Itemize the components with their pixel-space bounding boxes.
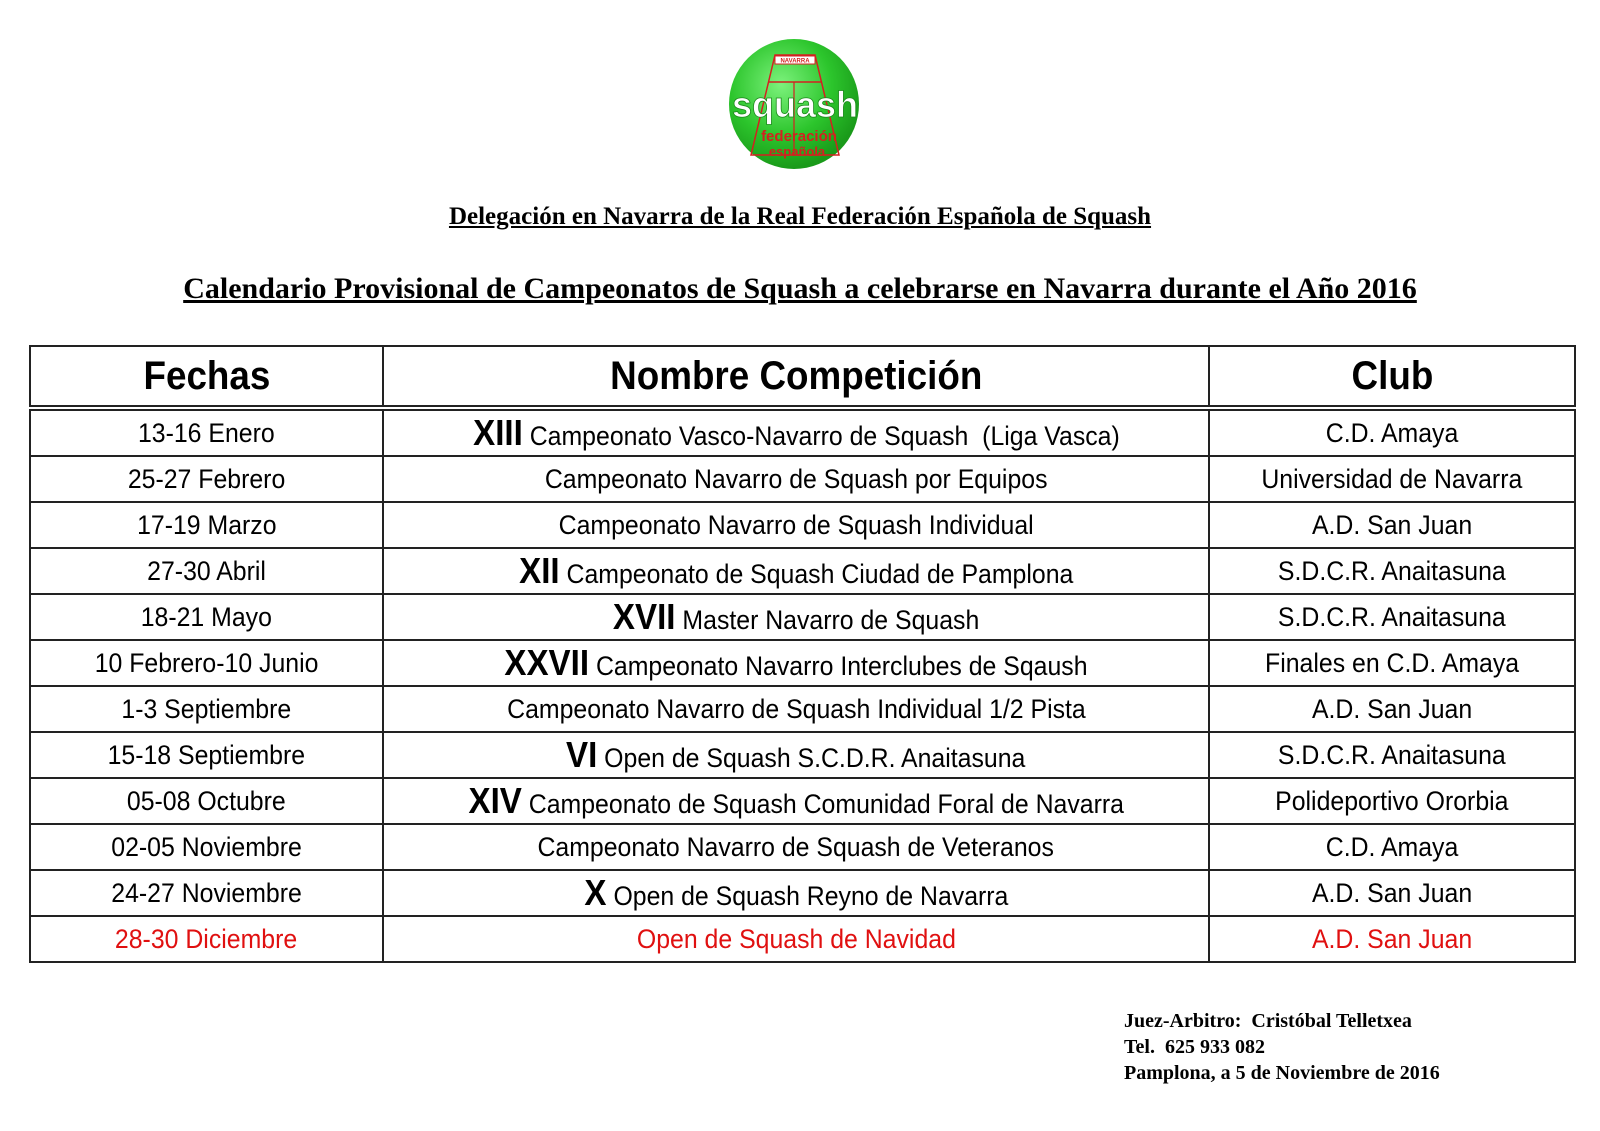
competition-name: Campeonato Navarro Interclubes de Sqaush (596, 651, 1088, 681)
cell-club: Universidad de Navarra (1209, 456, 1575, 502)
cell-nombre (383, 824, 1209, 870)
competition-name: Open de Squash S.C.D.R. Anaitasuna (604, 743, 1026, 773)
edition-ordinal: XIII (472, 412, 523, 453)
competition-name: Campeonato Navarro de Squash por Equipos (544, 463, 1048, 494)
table-row (30, 456, 1575, 502)
competition-name: Campeonato Navarro de Squash de Veteranos (537, 831, 1055, 862)
competition-name: Campeonato Vasco-Navarro de Squash (Liga Vasca) (529, 421, 1120, 451)
federation-logo (727, 37, 862, 172)
cell-club: S.D.C.R. Anaitasuna (1209, 594, 1575, 640)
edition-ordinal: XIV (468, 780, 522, 821)
cell-nombre (383, 456, 1209, 502)
svg-text:NAVARRA: NAVARRA (780, 58, 810, 65)
table-header-row (30, 346, 1575, 408)
competition-name: Campeonato de Squash Ciudad de Pamplona (566, 559, 1074, 589)
cell-club: A.D. San Juan (1209, 686, 1575, 732)
header-club: Club (1209, 346, 1575, 408)
edition-ordinal: XVII (612, 596, 676, 637)
cell-club: A.D. San Juan (1209, 502, 1575, 548)
cell-club: Finales en C.D. Amaya (1209, 640, 1575, 686)
table-row (30, 594, 1575, 640)
cell-club: C.D. Amaya (1209, 408, 1575, 456)
footer-date: Pamplona, a 5 de Noviembre de 2016 (1124, 1062, 1440, 1084)
cell-nombre (383, 548, 1209, 594)
cell-fecha: 1-3 Septiembre (30, 686, 383, 732)
cell-nombre (383, 594, 1209, 640)
cell-club: C.D. Amaya (1209, 824, 1575, 870)
table-row (30, 408, 1575, 456)
cell-club: A.D. San Juan (1209, 916, 1575, 962)
cell-club: S.D.C.R. Anaitasuna (1209, 732, 1575, 778)
table-row (30, 548, 1575, 594)
edition-ordinal: VI (566, 734, 598, 775)
cell-nombre (383, 916, 1209, 962)
footer-referee: Juez-Arbitro: Cristóbal Telletxea (1124, 1010, 1412, 1032)
cell-fecha: 05-08 Octubre (30, 778, 383, 824)
cell-fecha: 27-30 Abril (30, 548, 383, 594)
championship-calendar-table (29, 345, 1576, 963)
cell-fecha: 25-27 Febrero (30, 456, 383, 502)
cell-fecha: 24-27 Noviembre (30, 870, 383, 916)
cell-nombre (383, 640, 1209, 686)
cell-fecha: 28-30 Diciembre (30, 916, 383, 962)
cell-fecha: 10 Febrero-10 Junio (30, 640, 383, 686)
competition-name: Campeonato Navarro de Squash Individual 1/2 Pista (506, 693, 1086, 724)
cell-fecha: 13-16 Enero (30, 408, 383, 456)
table-row (30, 870, 1575, 916)
competition-name: Open de Squash Reyno de Navarra (613, 881, 1008, 911)
cell-club: Polideportivo Ororbia (1209, 778, 1575, 824)
table-row (30, 824, 1575, 870)
cell-fecha: 15-18 Septiembre (30, 732, 383, 778)
squash-ball-logo-icon (727, 37, 862, 172)
cell-nombre (383, 778, 1209, 824)
edition-ordinal: X (584, 872, 607, 913)
header-fechas: Fechas (30, 346, 383, 408)
table-row (30, 686, 1575, 732)
edition-ordinal: XXVII (504, 642, 590, 683)
competition-name: Campeonato Navarro de Squash Individual (558, 509, 1034, 540)
table-row (30, 778, 1575, 824)
table-row (30, 640, 1575, 686)
edition-ordinal: XII (518, 550, 560, 591)
competition-name: Master Navarro de Squash (682, 605, 980, 635)
cell-club: S.D.C.R. Anaitasuna (1209, 548, 1575, 594)
header-nombre-competicion: Nombre Competición (383, 346, 1209, 408)
cell-fecha: 17-19 Marzo (30, 502, 383, 548)
table-row (30, 502, 1575, 548)
competition-name: Campeonato de Squash Comunidad Foral de Navarra (528, 789, 1124, 819)
svg-text:española: española (768, 144, 826, 159)
cell-nombre (383, 408, 1209, 456)
cell-nombre (383, 870, 1209, 916)
cell-club: A.D. San Juan (1209, 870, 1575, 916)
svg-text:federación: federación (761, 128, 837, 145)
cell-nombre (383, 686, 1209, 732)
svg-text:squash: squash (731, 84, 859, 125)
delegation-heading: Delegación en Navarra de la Real Federación Española de Squash (448, 203, 1152, 230)
footer-phone: Tel. 625 933 082 (1124, 1036, 1265, 1058)
table-row (30, 732, 1575, 778)
cell-fecha: 18-21 Mayo (30, 594, 383, 640)
table-row (30, 916, 1575, 962)
cell-fecha: 02-05 Noviembre (30, 824, 383, 870)
competition-name: Open de Squash de Navidad (636, 923, 956, 954)
cell-nombre (383, 732, 1209, 778)
footer-contact (1124, 1008, 1440, 1086)
cell-nombre (383, 502, 1209, 548)
calendar-title: Calendario Provisional de Campeonatos de Squash a celebrarse en Navarra durante el Año 2016 (183, 272, 1417, 305)
